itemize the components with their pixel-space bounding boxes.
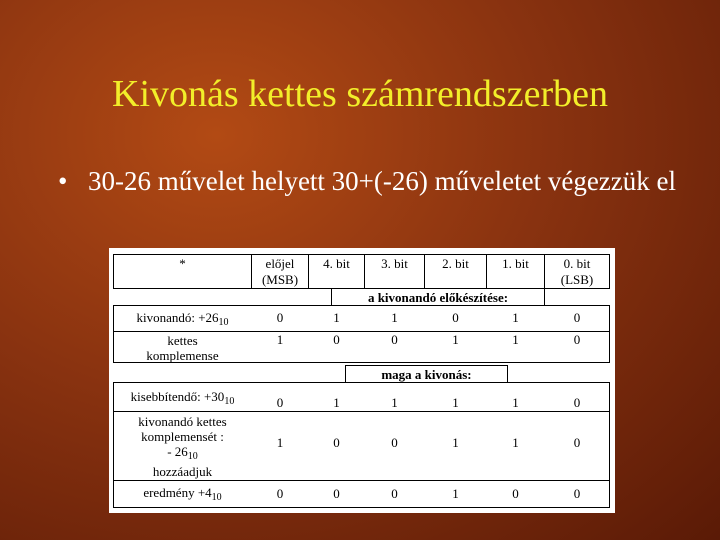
r5-v4: 0 [512,486,519,501]
row-complement-line1: kettes [167,333,198,348]
r3-v3: 1 [452,395,459,410]
r1-v2: 1 [391,310,398,325]
r4-v0: 1 [276,435,284,450]
r1-v1: 1 [333,310,340,325]
bullet-text: 30-26 művelet helyett 30+(-26) műveletet végezzük el [88,166,677,196]
r4-v3: 1 [452,435,459,450]
header-corner: * [179,256,186,271]
row-subtrahend-text: kivonandó: +26 [136,310,219,325]
r3-v4: 1 [512,395,519,410]
r5-v5: 0 [573,486,581,501]
header-lsb: (LSB) [560,272,594,287]
row-subtrahend-label [114,310,251,330]
r4-v1: 0 [333,435,340,450]
r5-v1: 0 [333,486,340,501]
r2-v0: 1 [276,332,284,347]
row-minuend-base: 10 [224,396,235,407]
slide-title: Kivonás kettes számrendszerben [112,73,608,115]
header-bit4: 4. bit [323,256,350,271]
row-add-line3-base: 10 [187,451,198,462]
r4-v5: 0 [573,435,581,450]
row-add-complement-label [114,414,251,479]
row-add-line2: komplemensét : [141,429,224,444]
row-add-line4: hozzáadjuk [152,464,213,479]
section-sub-label: maga a kivonás: [381,367,472,382]
r1-v5: 0 [573,310,581,325]
row-add-line1: kivonandó kettes [138,414,227,429]
r5-v2: 0 [391,486,398,501]
r3-v2: 1 [391,395,398,410]
row-minuend-text: kisebbítendő: +30 [130,389,225,404]
r3-v1: 1 [333,395,340,410]
header-bit2: 2. bit [442,256,469,271]
r3-v5: 0 [573,395,581,410]
header-bit0: 0. bit [563,256,591,271]
row-result-text: eredmény +4 [143,485,212,500]
r3-v0: 0 [276,395,284,410]
row-add-line3-text: - 26 [167,444,188,459]
row-result-base: 10 [211,492,222,503]
row-minuend-label [114,389,251,409]
row-add-line3 [114,444,251,464]
r1-v4: 1 [512,310,519,325]
section-prep-label: a kivonandó előkészítése: [367,290,509,305]
r5-v0: 0 [276,486,284,501]
r2-v5: 0 [573,332,581,347]
r1-v3: 0 [452,310,459,325]
r1-v0: 0 [276,310,284,325]
header-msb: (MSB) [261,272,299,287]
r4-v2: 0 [391,435,398,450]
r2-v4: 1 [512,332,519,347]
header-bit3: 3. bit [381,256,408,271]
row-complement-label [114,333,251,363]
r4-v4: 1 [512,435,519,450]
row-subtrahend-base: 10 [218,317,229,328]
header-sign: előjel [265,256,295,271]
r2-v2: 0 [391,332,398,347]
row-complement-line2: komplemense [146,348,219,363]
r2-v3: 1 [452,332,459,347]
header-bit1: 1. bit [502,256,529,271]
r5-v3: 1 [452,486,459,501]
r2-v1: 0 [333,332,340,347]
bullet-marker: • [58,166,68,196]
row-result-label [114,485,251,505]
subtraction-table [109,248,615,513]
